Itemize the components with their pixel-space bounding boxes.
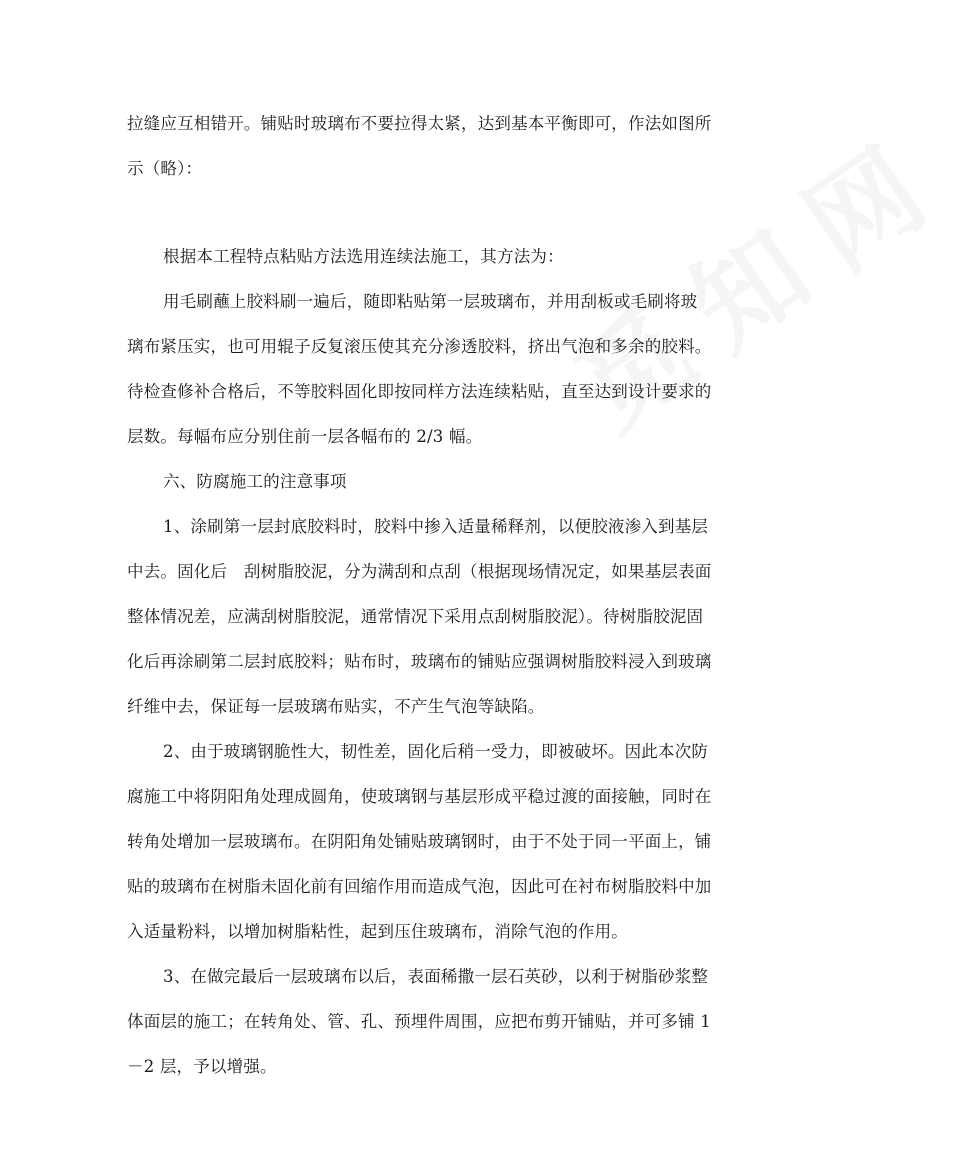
text-line: 层数。每幅布应分别住前一层各幅布的 2/3 幅。: [127, 427, 483, 446]
text-line: 贴的玻璃布在树脂未固化前有回缩作用而造成气泡，因此可在衬布树脂胶料中加: [127, 877, 712, 896]
text-line: 用毛刷蘸上胶料刷一遍后，随即粘贴第一层玻璃布，并用刮板或毛刷将玻: [163, 292, 698, 311]
text-line: 化后再涂刷第二层封底胶料；贴布时，玻璃布的铺贴应强调树脂胶料浸入到玻璃: [127, 652, 712, 671]
text-line: 中去。固化后 刮树脂胶泥，分为满刮和点刮（根据现场情况定，如果基层表面: [127, 562, 712, 581]
text-line: 1、涂刷第一层封底胶料时，胶料中掺入适量稀释剂，以便胶液渗入到基层: [163, 517, 709, 536]
text-line: 入适量粉料，以增加树脂粘性，起到压住玻璃布，消除气泡的作用。: [127, 922, 628, 941]
text-line: 腐施工中将阴阳角处理成圆角，使玻璃钢与基层形成平稳过渡的面接触，同时在: [127, 787, 712, 806]
text-line: 转角处增加一层玻璃布。在阴阳角处铺贴玻璃钢时，由于不处于同一平面上，铺: [127, 832, 712, 851]
text-line: －2 层，予以增强。: [127, 1057, 277, 1076]
text-line: 3、在做完最后一层玻璃布以后，表面稀撒一层石英砂，以利于树脂砂浆整: [163, 967, 709, 986]
watermark: 觅知网: [553, 108, 972, 455]
text-line: 拉缝应互相错开。铺贴时玻璃布不要拉得太紧，达到基本平衡即可，作法如图所: [127, 114, 712, 133]
text-line: 整体情况差，应满刮树脂胶泥，通常情况下采用点刮树脂胶泥）。待树脂胶泥固: [127, 607, 704, 626]
text-line: 待检查修补合格后，不等胶料固化即按同样方法连续粘贴，直至达到设计要求的: [127, 382, 712, 401]
text-line: 根据本工程特点粘贴方法选用连续法施工，其方法为：: [163, 247, 564, 266]
text-line: 璃布紧压实，也可用辊子反复滚压使其充分渗透胶料，挤出气泡和多余的胶料。: [127, 337, 712, 356]
text-line: 示（略）：: [127, 159, 203, 178]
section-heading: 六、防腐施工的注意事项: [163, 472, 347, 491]
text-line: 纤维中去，保证每一层玻璃布贴实，不产生气泡等缺陷。: [127, 697, 545, 716]
text-line: 体面层的施工；在转角处、管、孔、预埋件周围，应把布剪开铺贴，并可多铺 1: [127, 1012, 711, 1031]
text-line: 2、由于玻璃钢脆性大，韧性差，固化后稍一受力，即被破坏。因此本次防: [163, 742, 709, 761]
